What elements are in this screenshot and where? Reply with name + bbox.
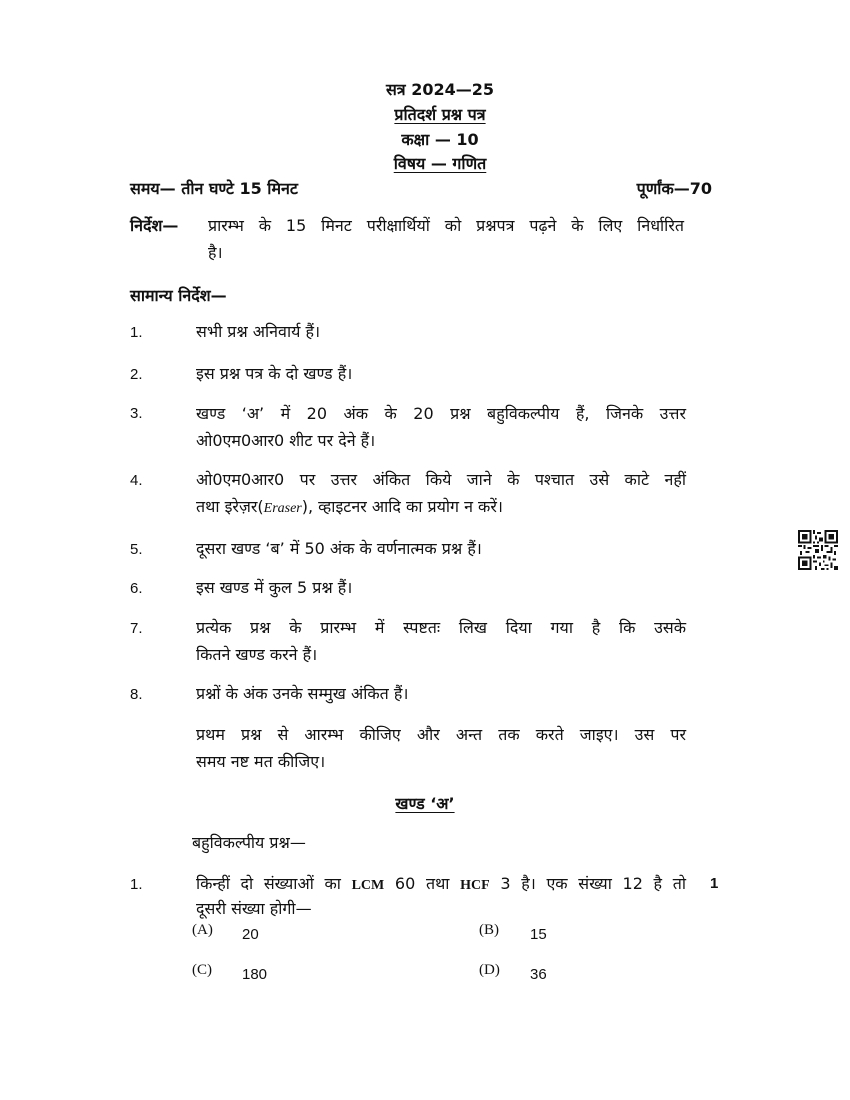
eraser-term: Eraser <box>263 501 302 516</box>
option-value: 15 <box>530 926 547 943</box>
option-label: (A) <box>192 922 213 938</box>
section-a-title: खण्ड ‘अ’ <box>395 794 455 813</box>
item-number: 3. <box>130 405 143 422</box>
qr-code-icon <box>798 530 838 570</box>
question-text-cont: दूसरी संख्या होगी— <box>196 899 312 918</box>
instruction-text-line2: है। <box>208 243 223 262</box>
instruction-item: प्रत्येक प्रश्न के प्रारम्भ में स्पष्टतः लिख दिया गया है कि उसके <box>196 618 686 637</box>
instruction-item-cont: कितने खण्ड करने हैं। <box>196 645 318 664</box>
option-label: (D) <box>479 962 500 978</box>
time-allowed: समय— तीन घण्टे 15 मिनट <box>130 179 298 198</box>
instruction-item: दूसरा खण्ड ‘ब’ में 50 अंक के वर्णनात्मक प्रश्न हैं। <box>196 539 482 558</box>
instruction-item: खण्ड ‘अ’ में 20 अंक के 20 प्रश्न बहुविकल्पीय हैं, जिनके उत्तर <box>196 404 686 423</box>
subject-line: विषय — गणित <box>393 154 487 173</box>
general-instructions-heading: सामान्य निर्देश— <box>130 286 227 305</box>
option-value: 20 <box>242 926 259 943</box>
instruction-item: प्रश्नों के अंक उनके सम्मुख अंकित हैं। <box>196 684 409 703</box>
instruction-item-cont: तथा इरेज़र(Eraser), व्हाइटनर आदि का प्रयोग न करें। <box>196 497 503 516</box>
option-value: 180 <box>242 966 268 983</box>
max-marks: पूर्णांक—70 <box>636 179 712 198</box>
option-label: (B) <box>479 922 499 938</box>
instruction-item-cont: ओ0एम0आर0 शीट पर देने हैं। <box>196 431 376 450</box>
section-a-subtitle: बहुविकल्पीय प्रश्न— <box>192 833 306 852</box>
note-line2: समय नष्ट मत कीजिए। <box>196 752 326 771</box>
instruction-text-line1: प्रारम्भ के 15 मिनट परीक्षार्थियों को प्रश्नपत्र पढ़ने के लिए निर्धारित <box>208 216 684 235</box>
item-number: 2. <box>130 366 143 383</box>
session-line: सत्र 2024—25 <box>385 80 494 99</box>
instruction-item: सभी प्रश्न अनिवार्य हैं। <box>196 322 321 341</box>
option-value: 36 <box>530 966 547 983</box>
instruction-item: ओ0एम0आर0 पर उत्तर अंकित किये जाने के पश्चात उसे काटे नहीं <box>196 470 686 489</box>
class-line: कक्षा — 10 <box>401 130 479 149</box>
item-number: 8. <box>130 686 143 703</box>
instruction-item: इस खण्ड में कुल 5 प्रश्न हैं। <box>196 578 353 597</box>
item-number: 7. <box>130 620 143 637</box>
item-number: 5. <box>130 541 143 558</box>
note-line1: प्रथम प्रश्न से आरम्भ कीजिए और अन्त तक करते जाइए। उस पर <box>196 725 686 744</box>
item-number: 1. <box>130 324 143 341</box>
question-number: 1. <box>130 876 143 893</box>
item-number: 6. <box>130 580 143 597</box>
option-label: (C) <box>192 962 212 978</box>
instruction-item: इस प्रश्न पत्र के दो खण्ड हैं। <box>196 364 353 383</box>
paper-type: प्रतिदर्श प्रश्न पत्र <box>394 105 486 124</box>
question-marks: 1 <box>710 875 719 892</box>
question-text: किन्हीं दो संख्याओं का LCM 60 तथा HCF 3 है। एक संख्या 12 है तो <box>196 874 686 893</box>
item-number: 4. <box>130 472 143 489</box>
instruction-label: निर्देश— <box>130 216 179 235</box>
